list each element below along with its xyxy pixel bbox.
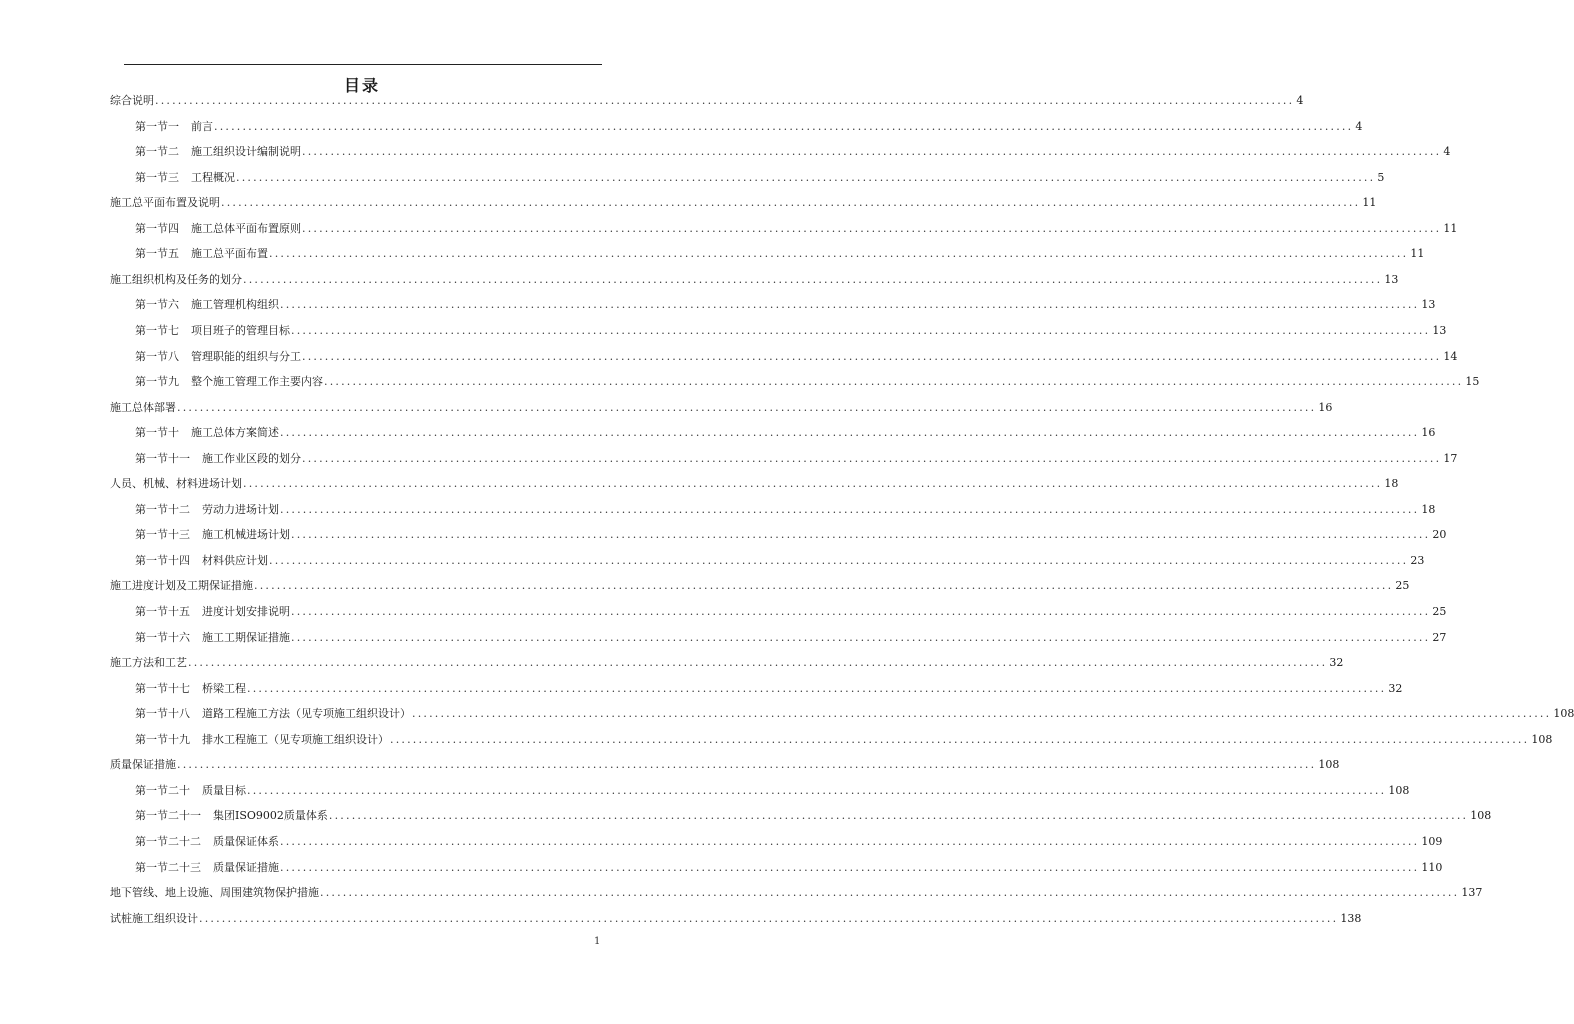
toc-entry-label	[135, 551, 268, 571]
toc-entry-text: 集团ISO9002质量体系	[213, 809, 328, 823]
toc-section-entry[interactable]	[135, 347, 1458, 367]
toc-entry-label	[135, 525, 290, 545]
toc-dot-leader: ........................................................................................................................................................................................................	[291, 528, 1431, 542]
toc-entry-label	[110, 909, 198, 929]
toc-page-number: 137	[1461, 886, 1483, 900]
toc-section-number: 第一节三	[135, 170, 179, 184]
toc-entry-text: 施工总体方案简述	[191, 426, 279, 440]
toc-entry-text: 施工方法和工艺	[110, 656, 187, 670]
toc-section-number: 第一节十五	[135, 605, 190, 618]
toc-dot-leader: ........................................................................................................................................................................................................	[280, 426, 1420, 440]
toc-section-number: 第一节十二	[135, 502, 190, 516]
toc-entry-text: 整个施工管理工作主要内容	[191, 375, 323, 389]
toc-entry-text: 质量保证体系	[213, 834, 279, 848]
toc-entry-text: 质量目标	[202, 783, 246, 797]
toc-page-number: 11	[1443, 221, 1458, 235]
toc-page-number: 25	[1432, 605, 1447, 618]
toc-dot-leader: ........................................................................................................................................................................................................	[324, 375, 1464, 389]
toc-entry-text: 工程概况	[191, 170, 235, 184]
toc-dot-leader: ........................................................................................................................................................................................................	[280, 298, 1420, 312]
toc-entry-label	[135, 372, 323, 392]
toc-chapter-entry[interactable]	[110, 398, 1333, 418]
toc-entry-label	[110, 576, 253, 596]
toc-entry-text: 施工总平面布置	[191, 247, 268, 261]
toc-section-entry[interactable]	[135, 730, 1553, 750]
toc-entry-label	[110, 653, 187, 673]
toc-dot-leader: ........................................................................................................................................................................................................	[247, 783, 1387, 797]
toc-page-number: 11	[1362, 196, 1377, 210]
toc-entry-text: 施工总体平面布置原则	[191, 221, 301, 235]
toc-dot-leader: ........................................................................................................................................................................................................	[188, 656, 1328, 670]
toc-page-number: 108	[1531, 732, 1553, 746]
toc-dot-leader: ........................................................................................................................................................................................................	[221, 196, 1361, 210]
toc-entry-label	[110, 270, 242, 290]
toc-page-number: 108	[1318, 758, 1340, 772]
toc-dot-leader: ........................................................................................................................................................................................................	[199, 911, 1339, 925]
toc-entry-text: 质量保证措施	[110, 758, 176, 772]
toc-page-number: 13	[1421, 298, 1436, 312]
toc-section-entry[interactable]	[135, 858, 1443, 878]
toc-section-number: 第一节二	[135, 145, 179, 159]
toc-section-entry[interactable]	[135, 704, 1574, 724]
toc-entry-label	[135, 347, 301, 367]
toc-entry-label	[110, 398, 176, 418]
toc-entry-label	[135, 679, 246, 699]
toc-section-number: 第一节二十一	[135, 809, 201, 823]
toc-page-number: 16	[1318, 400, 1333, 414]
toc-page-number: 23	[1410, 553, 1425, 567]
toc-section-entry[interactable]	[135, 551, 1425, 571]
toc-page-number: 32	[1329, 656, 1344, 670]
toc-dot-leader: ........................................................................................................................................................................................................	[214, 119, 1354, 133]
toc-entry-label	[110, 474, 242, 494]
toc-entry-label	[110, 193, 220, 213]
toc-entry-text: 施工总体部署	[110, 400, 176, 414]
toc-entry-text: 施工总平面布置及说明	[110, 196, 220, 210]
toc-dot-leader: ........................................................................................................................................................................................................	[291, 323, 1431, 337]
toc-page-number: 20	[1432, 528, 1447, 542]
toc-page-number: 5	[1377, 170, 1385, 184]
toc-entry-text: 综合说明	[110, 94, 154, 107]
toc-section-entry[interactable]	[135, 781, 1410, 801]
toc-dot-leader: ........................................................................................................................................................................................................	[412, 707, 1552, 721]
toc-entry-text: 施工组织机构及任务的划分	[110, 272, 242, 286]
toc-section-entry[interactable]	[135, 500, 1436, 520]
toc-section-number: 第一节一	[135, 119, 179, 133]
toc-section-entry[interactable]	[135, 525, 1447, 545]
toc-section-entry[interactable]	[135, 142, 1451, 162]
toc-entry-label	[135, 295, 279, 315]
toc-chapter-entry[interactable]	[110, 909, 1362, 929]
toc-page-number: 14	[1443, 349, 1458, 363]
toc-entry-text: 质量保证措施	[213, 860, 279, 874]
toc-section-number: 第一节十八	[135, 707, 190, 721]
toc-page-number: 11	[1410, 247, 1425, 261]
toc-page-number: 27	[1432, 630, 1447, 644]
toc-dot-leader: ........................................................................................................................................................................................................	[254, 579, 1394, 593]
toc-dot-leader: ........................................................................................................................................................................................................	[269, 553, 1409, 567]
toc-dot-leader: ........................................................................................................................................................................................................	[243, 477, 1383, 491]
toc-entry-text: 劳动力进场计划	[202, 502, 279, 516]
toc-entry-label	[135, 704, 411, 724]
toc-dot-leader: ........................................................................................................................................................................................................	[269, 247, 1409, 261]
toc-page-number: 4	[1443, 145, 1451, 159]
toc-entry-text: 排水工程施工（见专项施工组织设计）	[202, 732, 389, 746]
toc-page-number: 108	[1388, 783, 1410, 797]
toc-dot-leader: ........................................................................................................................................................................................................	[291, 605, 1431, 618]
toc-entry-text: 人员、机械、材料进场计划	[110, 477, 242, 491]
toc-section-entry[interactable]	[135, 628, 1447, 648]
toc-entry-label	[135, 500, 279, 520]
toc-entry-label	[135, 449, 301, 469]
toc-page-number: 17	[1443, 451, 1458, 465]
toc-section-entry[interactable]	[135, 679, 1403, 699]
toc-section-entry[interactable]	[135, 295, 1436, 315]
toc-entry-label	[135, 628, 290, 648]
toc-dot-leader: ........................................................................................................................................................................................................	[302, 349, 1442, 363]
toc-section-number: 第一节四	[135, 221, 179, 235]
toc-section-entry[interactable]	[135, 449, 1458, 469]
toc-section-number: 第一节八	[135, 349, 179, 363]
toc-dot-leader: ........................................................................................................................................................................................................	[320, 886, 1460, 900]
toc-page-number: 138	[1340, 911, 1362, 925]
toc-dot-leader: ........................................................................................................................................................................................................	[155, 94, 1295, 107]
toc-chapter-entry[interactable]	[110, 883, 1483, 903]
toc-entry-label	[110, 883, 319, 903]
toc-section-number: 第一节十四	[135, 553, 190, 567]
toc-entry-label	[135, 781, 246, 801]
toc-page-number: 32	[1388, 681, 1403, 695]
toc-page-number: 108	[1470, 809, 1492, 823]
toc-entry-text: 施工工期保证措施	[202, 630, 290, 644]
toc-page-number: 15	[1465, 375, 1480, 389]
toc-dot-leader: ........................................................................................................................................................................................................	[280, 860, 1420, 874]
toc-entry-label	[135, 321, 290, 341]
toc-chapter-entry[interactable]	[110, 270, 1399, 290]
toc-section-number: 第一节十九	[135, 732, 190, 746]
toc-dot-leader: ........................................................................................................................................................................................................	[280, 502, 1420, 516]
toc-entry-label	[135, 806, 328, 826]
toc-page-number: 18	[1421, 502, 1436, 516]
page-number: 1	[594, 936, 601, 947]
toc-section-entry[interactable]	[135, 219, 1458, 239]
toc-dot-leader: ........................................................................................................................................................................................................	[177, 758, 1317, 772]
toc-page-number: 108	[1553, 707, 1574, 721]
toc-section-number: 第一节二十	[135, 783, 190, 797]
toc-dot-leader: ........................................................................................................................................................................................................	[302, 451, 1442, 465]
toc-entry-text: 项目班子的管理目标	[191, 323, 290, 337]
toc-entry-label	[135, 219, 301, 239]
toc-entry-label	[135, 602, 290, 622]
toc-entry-label	[135, 168, 235, 188]
toc-section-number: 第一节十六	[135, 630, 190, 644]
toc-chapter-entry[interactable]	[110, 653, 1344, 673]
toc-page-number: 109	[1421, 834, 1443, 848]
toc-section-entry[interactable]	[135, 321, 1447, 341]
toc-section-number: 第一节二十二	[135, 834, 201, 848]
toc-page-number: 4	[1296, 94, 1304, 107]
toc-chapter-entry[interactable]	[110, 576, 1410, 596]
toc-dot-leader: ........................................................................................................................................................................................................	[291, 630, 1431, 644]
toc-section-entry[interactable]	[135, 832, 1443, 852]
toc-entry-text: 进度计划安排说明	[202, 605, 290, 618]
toc-section-entry[interactable]	[135, 117, 1363, 137]
toc-entry-text: 施工管理机构组织	[191, 298, 279, 312]
toc-section-number: 第一节二十三	[135, 860, 201, 874]
header-rule	[124, 64, 602, 65]
toc-section-entry[interactable]	[135, 602, 1447, 622]
toc-entry-label	[135, 423, 279, 443]
toc-section-entry[interactable]	[135, 168, 1385, 188]
toc-dot-leader: ........................................................................................................................................................................................................	[302, 145, 1442, 159]
toc-entry-label	[135, 244, 268, 264]
toc-entry-text: 地下管线、地上设施、周围建筑物保护措施	[110, 886, 319, 900]
toc-chapter-entry[interactable]	[110, 193, 1377, 213]
toc-entry-text: 道路工程施工方法（见专项施工组织设计）	[202, 707, 411, 721]
toc-dot-leader: ........................................................................................................................................................................................................	[177, 400, 1317, 414]
toc-section-number: 第一节十三	[135, 528, 190, 542]
toc-dot-leader: ........................................................................................................................................................................................................	[236, 170, 1376, 184]
toc-entry-label	[110, 91, 154, 111]
toc-entry-text: 施工作业区段的划分	[202, 451, 301, 465]
toc-section-number: 第一节六	[135, 298, 179, 312]
toc-section-entry[interactable]	[135, 806, 1492, 826]
toc-entry-text: 试桩施工组织设计	[110, 911, 198, 925]
toc-entry-text: 施工进度计划及工期保证措施	[110, 579, 253, 593]
toc-page-number: 4	[1355, 119, 1363, 133]
toc-dot-leader: ........................................................................................................................................................................................................	[243, 272, 1383, 286]
toc-chapter-entry[interactable]	[110, 474, 1399, 494]
toc-dot-leader: ........................................................................................................................................................................................................	[390, 732, 1530, 746]
toc-chapter-entry[interactable]	[110, 91, 1304, 111]
toc-page-number: 18	[1384, 477, 1399, 491]
toc-entry-text: 管理职能的组织与分工	[191, 349, 301, 363]
toc-page-number: 13	[1384, 272, 1399, 286]
toc-dot-leader: ........................................................................................................................................................................................................	[328, 809, 1469, 823]
toc-entry-label	[135, 730, 389, 750]
toc-section-entry[interactable]	[135, 423, 1436, 443]
toc-section-entry[interactable]	[135, 244, 1425, 264]
toc-section-number: 第一节十七	[135, 681, 190, 695]
toc-section-number: 第一节五	[135, 247, 179, 261]
toc-entry-label	[135, 117, 213, 137]
toc-entry-label	[135, 832, 279, 852]
toc-entry-text: 材料供应计划	[202, 553, 268, 567]
toc-section-number: 第一节十	[135, 426, 179, 440]
toc-page-number: 16	[1421, 426, 1436, 440]
toc-section-number: 第一节九	[135, 375, 179, 389]
toc-entry-text: 桥梁工程	[202, 681, 246, 695]
toc-entry-label	[135, 142, 301, 162]
toc-entry-label	[110, 755, 176, 775]
toc-entry-text: 前言	[191, 119, 213, 133]
toc-page-number: 25	[1395, 579, 1410, 593]
toc-dot-leader: ........................................................................................................................................................................................................	[247, 681, 1387, 695]
toc-dot-leader: ........................................................................................................................................................................................................	[302, 221, 1442, 235]
toc-page-number: 13	[1432, 323, 1447, 337]
toc-section-number: 第一节七	[135, 323, 179, 337]
toc-dot-leader: ........................................................................................................................................................................................................	[280, 834, 1420, 848]
toc-chapter-entry[interactable]	[110, 755, 1340, 775]
page-title: 目录	[343, 76, 380, 95]
toc-entry-label	[135, 858, 279, 878]
toc-section-entry[interactable]	[135, 372, 1480, 392]
toc-section-number: 第一节十一	[135, 451, 190, 465]
toc-entry-text: 施工组织设计编制说明	[191, 145, 301, 159]
toc-entry-text: 施工机械进场计划	[202, 528, 290, 542]
toc-page-number: 110	[1421, 860, 1443, 874]
